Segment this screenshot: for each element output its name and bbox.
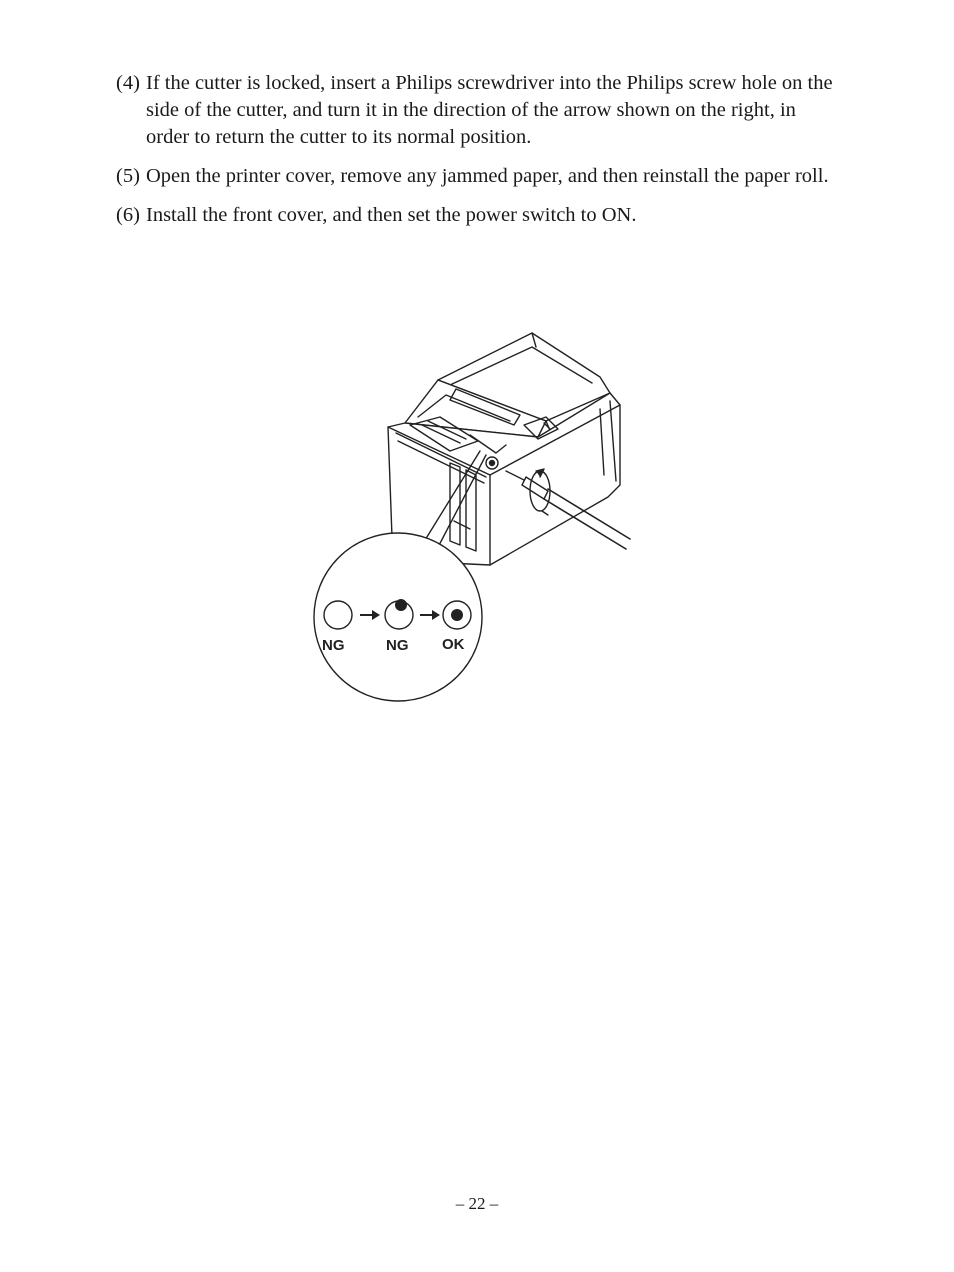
step-text: If the cutter is locked, insert a Philips screwdriver into the Philips screw hole on the side of the cutter, and turn it in the direction of the arrow shown on the right, in order to return the cutter to its normal position. — [146, 72, 833, 148]
step-4 — [116, 70, 840, 151]
indicator-label-ng-2: NG — [386, 637, 409, 654]
step-number: (4) — [116, 72, 140, 94]
step-number: (5) — [116, 165, 140, 187]
instruction-steps — [116, 70, 840, 241]
indicator-label-ok: OK — [442, 636, 465, 653]
page-number: – 22 – — [455, 1194, 499, 1213]
step-number: (6) — [116, 204, 140, 226]
printer-illustration — [310, 325, 640, 705]
step-6 — [116, 202, 840, 229]
step-text: Install the front cover, and then set the power switch to ON. — [146, 204, 637, 226]
step-text: Open the printer cover, remove any jammed paper, and then reinstall the paper roll. — [146, 165, 829, 187]
step-5 — [116, 163, 840, 190]
indicator-sequence — [322, 599, 471, 654]
indicator-label-ng-1: NG — [322, 637, 345, 654]
cutter-release-figure — [310, 325, 640, 705]
